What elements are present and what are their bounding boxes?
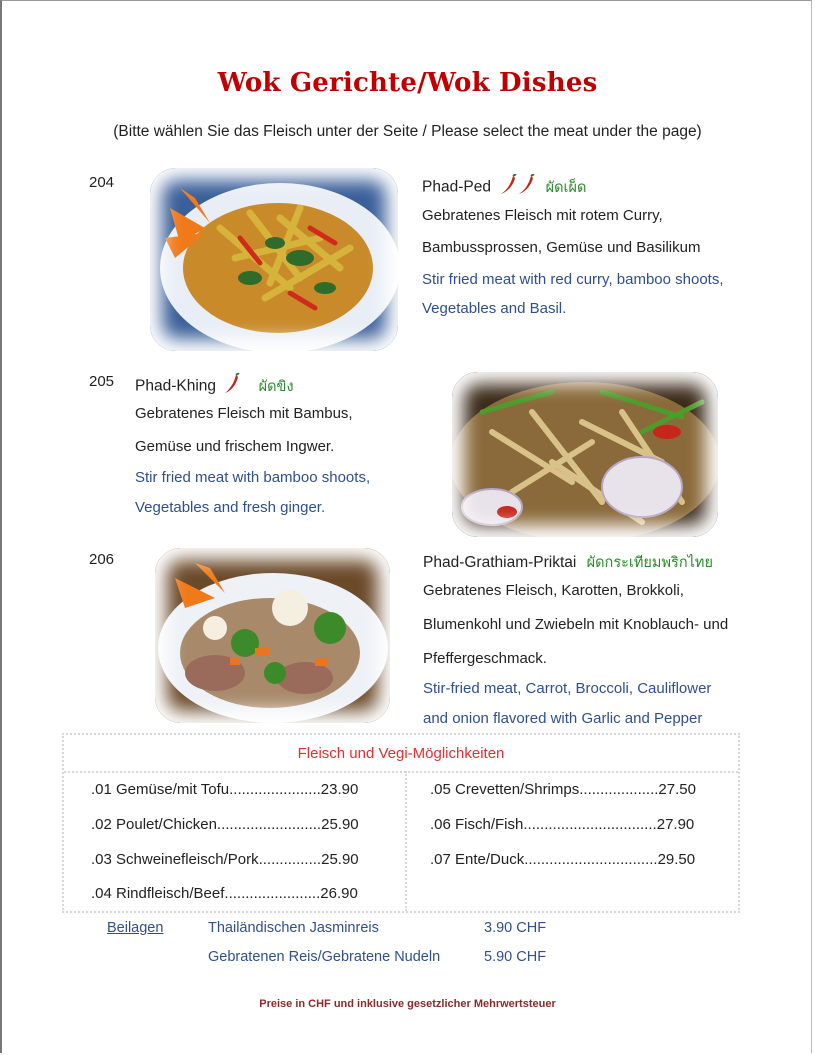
side-item-price: 5.90 CHF	[484, 949, 547, 965]
dish-desc-de: Gemüse und frischem Ingwer.	[135, 438, 335, 455]
dish-number: 206	[89, 551, 115, 568]
dish-name-phad-ped	[422, 174, 586, 201]
chili-icon	[499, 174, 535, 201]
sides-link[interactable]: Beilagen	[107, 920, 164, 936]
page-title: Wok Gerichte/Wok Dishes	[217, 68, 598, 98]
meat-option: .01 Gemüse/mit Tofu......................23.90	[91, 781, 359, 798]
dish-title: Phad-Grathiam-Priktai	[423, 554, 577, 571]
chili-icon	[224, 373, 242, 400]
dish-photo-phad-grathiam	[155, 548, 390, 723]
dish-thai-name: ผัดเผ็ด	[545, 179, 587, 196]
dish-desc-de: Pfeffergeschmack.	[423, 650, 547, 667]
options-title: Fleisch und Vegi-Möglichkeiten	[297, 745, 505, 762]
meat-option: .07 Ente/Duck................................29.50	[430, 851, 696, 868]
footer-note: Preise in CHF und inklusive gesetzlicher Mehrwertsteuer	[259, 998, 556, 1010]
side-item-price: 3.90 CHF	[484, 920, 547, 936]
side-item-name: Thailändischen Jasminreis	[208, 920, 379, 936]
dish-name-phad-khing	[135, 373, 294, 400]
meat-option: .05 Crevetten/Shrimps...................27.50	[430, 781, 696, 798]
dish-desc-de: Gebratenes Fleisch mit rotem Curry,	[422, 207, 663, 224]
meat-option: .03 Schweinefleisch/Pork...............25.90	[91, 851, 359, 868]
dish-desc-de: Gebratenes Fleisch, Karotten, Brokkoli,	[423, 582, 684, 599]
dish-photo-phad-ped	[150, 168, 398, 351]
dish-thai-name: ผัดกระเทียมพริกไทย	[586, 555, 713, 571]
page-subtitle: (Bitte wählen Sie das Fleisch unter der Seite / Please select the meat under the page)	[113, 123, 702, 140]
side-item-name: Gebratenen Reis/Gebratene Nudeln	[208, 949, 441, 965]
dish-thai-name: ผัดขิง	[258, 378, 294, 395]
dish-number: 205	[89, 373, 115, 390]
dish-desc-en: Stir fried meat with bamboo shoots,	[135, 469, 371, 486]
options-divider	[64, 771, 738, 773]
meat-option: .02 Poulet/Chicken.........................25.90	[91, 816, 359, 833]
dish-desc-de: Bambussprossen, Gemüse und Basilikum	[422, 239, 701, 256]
dish-desc-de: Gebratenes Fleisch mit Bambus,	[135, 405, 353, 422]
dish-name-phad-grathiam-priktai	[423, 551, 713, 574]
dish-photo-phad-khing	[452, 372, 718, 537]
meat-option: .06 Fisch/Fish................................27.90	[430, 816, 695, 833]
dish-title: Phad-Khing	[135, 377, 217, 395]
dish-desc-en: Vegetables and Basil.	[422, 300, 567, 317]
dish-number: 204	[89, 174, 115, 191]
dish-desc-en: and onion flavored with Garlic and Pepper	[423, 710, 703, 727]
dish-title: Phad-Ped	[422, 178, 491, 196]
dish-desc-en: Stir fried meat with red curry, bamboo shoots,	[422, 271, 724, 288]
dish-desc-en: Stir-fried meat, Carrot, Broccoli, Cauliflower	[423, 680, 712, 697]
dish-desc-de: Blumenkohl und Zwiebeln mit Knoblauch- und	[423, 616, 729, 633]
dish-desc-en: Vegetables and fresh ginger.	[135, 499, 326, 516]
options-divider	[405, 771, 407, 911]
meat-option: .04 Rindfleisch/Beef.......................26.90	[91, 885, 358, 902]
